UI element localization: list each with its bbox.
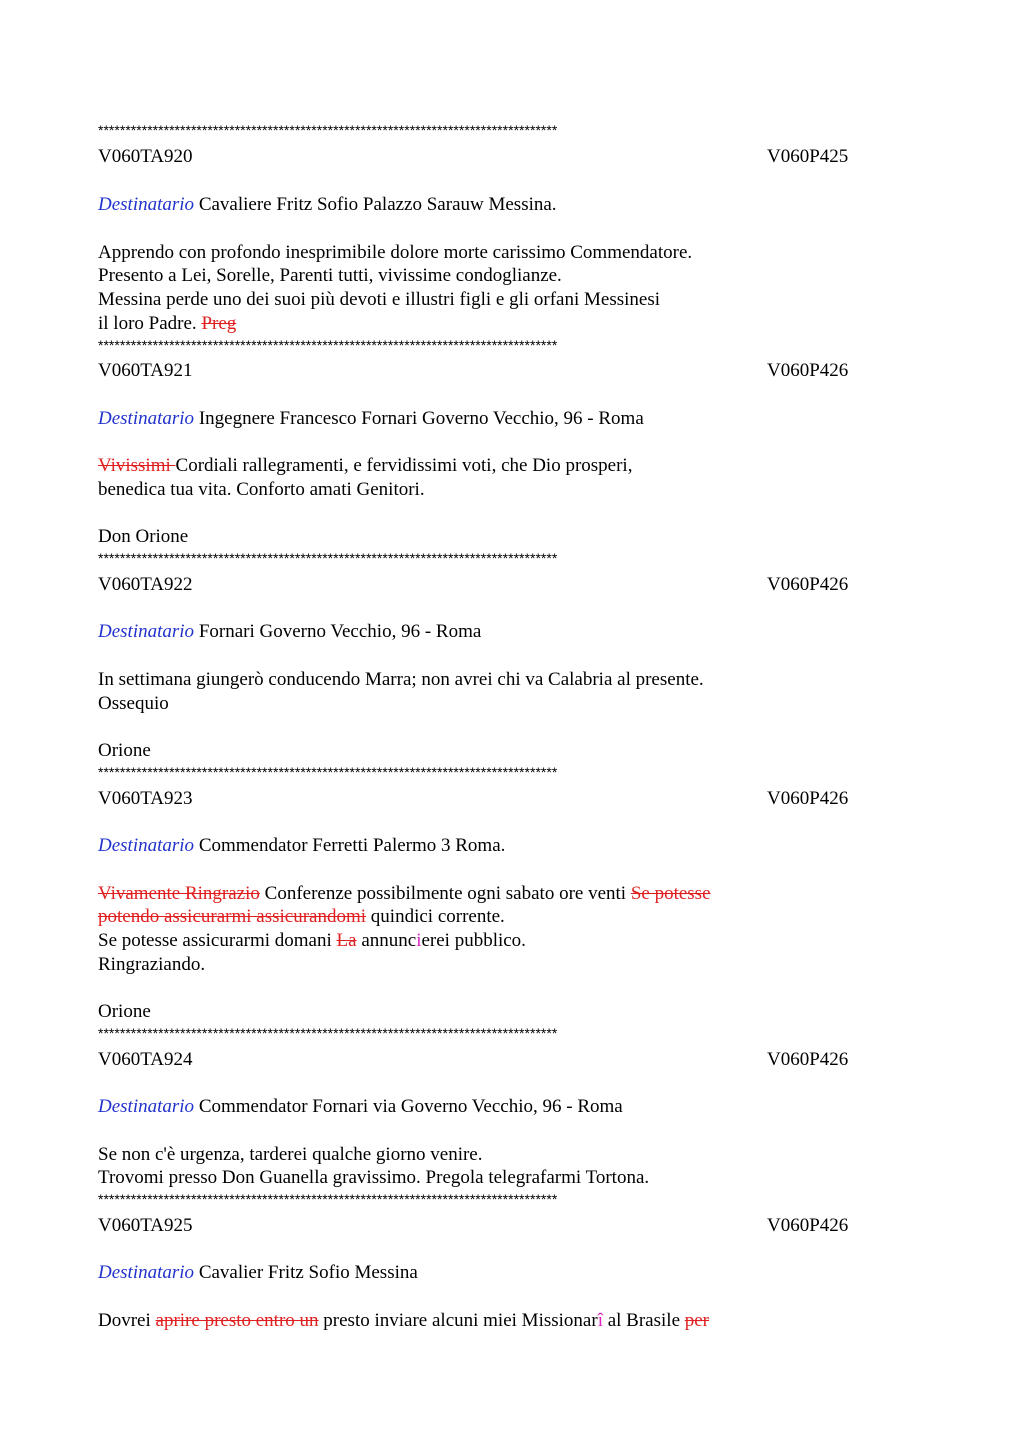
recipient-line (98, 407, 928, 431)
page-ref: V060P425 (767, 146, 849, 167)
page-ref: V060P426 (767, 1215, 849, 1236)
page-ref: V060P426 (767, 574, 849, 595)
entry-id: V060TA922 (98, 574, 193, 595)
entry-header (98, 787, 928, 811)
body-text: presto inviare alcuni miei Missionar (318, 1310, 598, 1331)
body-line: Se non c'è urgenza, tarderei qualche giorno venire. (98, 1144, 483, 1165)
body-line: Presento a Lei, Sorelle, Parenti tutti, vivissime condoglianze. (98, 265, 562, 286)
recipient-label: Destinatario (98, 408, 195, 429)
recipient-label: Destinatario (98, 1096, 195, 1117)
recipient-line (98, 193, 928, 217)
recipient-line (98, 620, 928, 644)
body-text: annunc (356, 930, 417, 951)
entry-id: V060TA924 (98, 1049, 193, 1070)
entry-id: V060TA921 (98, 360, 193, 381)
body-line: Trovomi presso Don Guanella gravissimo. Pregola telegrafarmi Tortona. (98, 1167, 650, 1188)
deleted-text: aprire presto entro un (155, 1310, 319, 1331)
body-line: Messina perde uno dei suoi più devoti e illustri figli e gli orfani Messinesi (98, 289, 660, 310)
body-line: Ringraziando. (98, 954, 206, 975)
signature: Orione (98, 740, 151, 761)
recipient-label: Destinatario (98, 194, 195, 215)
body-line (98, 929, 928, 953)
page-ref: V060P426 (767, 1049, 849, 1070)
body-line: Ossequio (98, 693, 169, 714)
body-text: quindici corrente. (366, 906, 505, 927)
body-line: Apprendo con profondo inesprimibile dolore morte carissimo Commendatore. (98, 242, 693, 263)
body-text: Cordiali rallegramenti, e fervidissimi voti, che Dio prosperi, (175, 455, 633, 476)
recipient: Cavaliere Fritz Sofio Palazzo Sarauw Messina. (198, 194, 557, 215)
deleted-text: Se potesse (630, 883, 711, 904)
entry-header (98, 573, 928, 597)
recipient: Commendator Ferretti Palermo 3 Roma. (198, 835, 506, 856)
body-text: Dovrei (98, 1310, 156, 1331)
recipient-line (98, 1095, 928, 1119)
separator: ************************************************************************************ (98, 550, 558, 566)
signature: Don Orione (98, 526, 189, 547)
body-line (98, 905, 928, 929)
recipient-label: Destinatario (98, 835, 195, 856)
body-line (98, 1309, 928, 1333)
body-text: al Brasile (602, 1310, 685, 1331)
recipient: Cavalier Fritz Sofio Messina (198, 1262, 418, 1283)
separator: ************************************************************************************ (98, 1191, 558, 1207)
body-text: Conferenze possibilmente ogni sabato ore venti (259, 883, 631, 904)
deleted-text: Vivamente Ringrazio (98, 883, 260, 904)
separator: ************************************************************************************ (98, 1025, 558, 1041)
body-text: erei pubblico. (421, 930, 526, 951)
recipient: Commendator Fornari via Governo Vecchio, 96 - Roma (198, 1096, 623, 1117)
recipient: Ingegnere Francesco Fornari Governo Vecchio, 96 - Roma (198, 408, 644, 429)
recipient-label: Destinatario (98, 1262, 195, 1283)
deleted-text: potendo assicurarmi assicurandomi (98, 906, 367, 927)
deleted-text: per (684, 1310, 710, 1331)
entry-id: V060TA925 (98, 1215, 193, 1236)
recipient: Fornari Governo Vecchio, 96 - Roma (198, 621, 482, 642)
deleted-text: La (336, 930, 357, 951)
body-line: benedica tua vita. Conforto amati Genitori. (98, 479, 425, 500)
recipient-line (98, 834, 928, 858)
inserted-text: î (597, 1310, 603, 1331)
signature: Orione (98, 1001, 151, 1022)
recipient-line (98, 1261, 928, 1285)
entry-header (98, 145, 928, 169)
recipient-label: Destinatario (98, 621, 195, 642)
entry-header (98, 359, 928, 383)
entry-header (98, 1048, 928, 1072)
entry-id: V060TA920 (98, 146, 193, 167)
body-line (98, 882, 928, 906)
body-text: Se potesse assicurarmi domani (98, 930, 337, 951)
entry-id: V060TA923 (98, 788, 193, 809)
deleted-text: Vivissimi (98, 455, 176, 476)
separator: ************************************************************************************ (98, 122, 558, 138)
page-ref: V060P426 (767, 360, 849, 381)
body-text: il loro Padre. (98, 313, 202, 334)
separator: ************************************************************************************ (98, 337, 558, 353)
deleted-text: Preg (201, 313, 237, 334)
body-line (98, 454, 928, 478)
page-ref: V060P426 (767, 788, 849, 809)
body-line: In settimana giungerò conducendo Marra; non avrei chi va Calabria al presente. (98, 669, 704, 690)
entry-header (98, 1214, 928, 1238)
separator: ************************************************************************************ (98, 764, 558, 780)
inserted-text: i (416, 930, 422, 951)
